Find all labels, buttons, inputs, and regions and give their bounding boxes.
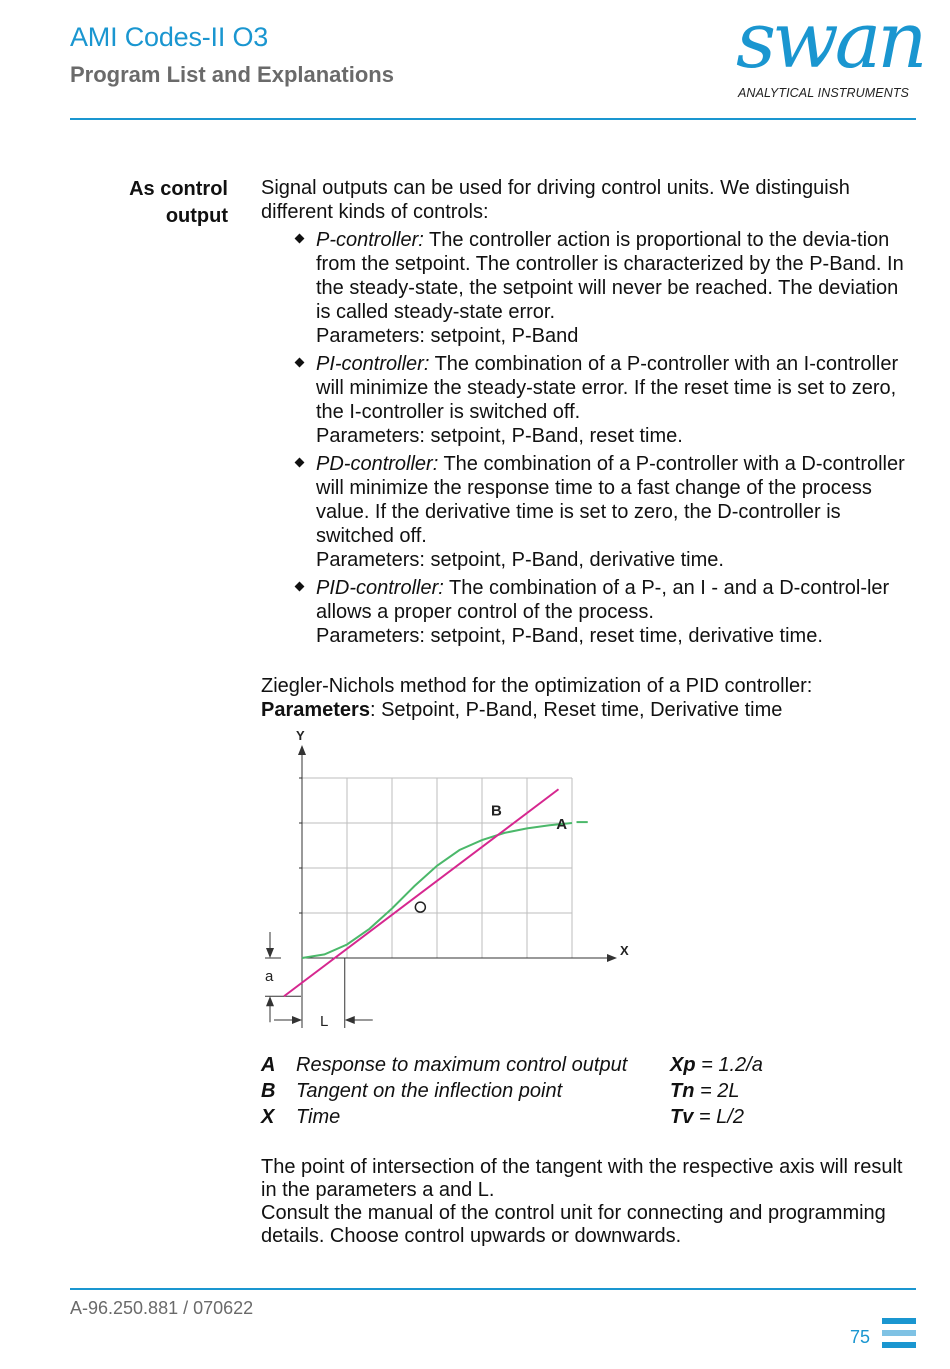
legend-row bbox=[261, 1078, 821, 1104]
legend-key: A bbox=[261, 1054, 276, 1076]
page-marker-icon bbox=[882, 1318, 916, 1360]
zn-params-line bbox=[261, 698, 916, 722]
x-axis-arrow-icon bbox=[607, 954, 617, 962]
dim-a-label: a bbox=[265, 968, 274, 985]
logo-tagline: ANALYTICAL INSTRUMENTS bbox=[738, 86, 909, 100]
section-label bbox=[60, 176, 228, 230]
legend-row bbox=[261, 1052, 821, 1078]
bullet-icon bbox=[295, 458, 305, 468]
main-content bbox=[261, 176, 916, 722]
dim-l-right-arrow-icon bbox=[292, 1016, 302, 1024]
formula-value: = L/2 bbox=[693, 1106, 744, 1128]
controller-name: PI-controller: bbox=[316, 353, 430, 375]
controller-params: Parameters: setpoint, P-Band, reset time. bbox=[316, 425, 683, 447]
chart-series bbox=[284, 789, 588, 996]
zn-params-text: : Setpoint, P-Band, Reset time, Derivative time bbox=[369, 699, 783, 721]
page-number: 75 bbox=[850, 1327, 871, 1347]
swan-logo bbox=[732, 0, 924, 103]
legend-key: B bbox=[261, 1080, 276, 1102]
logo-wordmark: swan bbox=[736, 0, 924, 86]
header-rule bbox=[70, 118, 916, 120]
formula-value: = 1.2/a bbox=[695, 1054, 763, 1076]
controller-name: PD-controller: bbox=[316, 453, 439, 475]
formula-var: Xp bbox=[670, 1054, 696, 1076]
document-id: A-96.250.881 / 070622 bbox=[70, 1298, 254, 1318]
chart-legend bbox=[261, 1052, 821, 1130]
series-b-label: B bbox=[491, 802, 502, 820]
formula-var: Tv bbox=[670, 1106, 694, 1128]
bullet-icon bbox=[295, 582, 305, 592]
y-axis-arrow-icon bbox=[298, 745, 306, 755]
legend-row bbox=[261, 1104, 821, 1130]
controller-text: The controller action is proportional to the devia-tion from the setpoint. The controller is characterized by the P-Band. In the steady-state, the setpoint will never be reached. The deviation is called steady-state error. bbox=[316, 229, 904, 323]
ziegler-nichols-chart bbox=[261, 725, 641, 1035]
formula-value: = 2L bbox=[694, 1080, 740, 1102]
controller-name: PID-controller: bbox=[316, 577, 444, 599]
section-label-line2: output bbox=[165, 205, 228, 227]
zn-params-label: Parameters bbox=[261, 699, 370, 721]
series-a-label: A bbox=[556, 816, 568, 833]
controller-text: The combination of a P-controller with an I-controller will minimize the steady-state error. If the reset time is set to zero, the I-controller is switched off. bbox=[316, 353, 899, 423]
chart-labels bbox=[265, 728, 629, 1030]
controller-list bbox=[296, 228, 916, 648]
series-line-b bbox=[284, 789, 559, 996]
legend-formula bbox=[670, 1104, 744, 1130]
zn-method-line: Ziegler-Nichols method for the optimization of a PID controller: bbox=[261, 675, 813, 697]
legend-text: Tangent on the inflection point bbox=[296, 1080, 563, 1102]
legend-text: Time bbox=[296, 1106, 341, 1128]
controller-name: P-controller: bbox=[316, 229, 424, 251]
controller-params: Parameters: setpoint, P-Band, reset time, derivative time. bbox=[316, 625, 823, 647]
inflection-point-marker bbox=[415, 902, 425, 912]
x-axis-label: X bbox=[620, 943, 629, 958]
controller-text: The combination of a P-, an I - and a D-control-ler allows a proper control of the process. bbox=[316, 577, 890, 623]
document-title: AMI Codes-II O3 bbox=[70, 22, 269, 52]
list-item bbox=[296, 228, 916, 348]
intro-paragraph: Signal outputs can be used for driving control units. We distinguish different kinds of controls: bbox=[261, 177, 850, 223]
chart-grid bbox=[302, 778, 572, 958]
closing-text bbox=[261, 1156, 916, 1248]
controller-params: Parameters: setpoint, P-Band, derivative time. bbox=[316, 549, 724, 571]
chart-svg bbox=[261, 725, 641, 1035]
controller-params: Parameters: setpoint, P-Band bbox=[316, 325, 579, 347]
dim-a-down-arrow-icon bbox=[266, 948, 274, 958]
bullet-icon bbox=[295, 234, 305, 244]
document-subtitle: Program List and Explanations bbox=[70, 62, 394, 87]
closing-paragraph-1: The point of intersection of the tangent with the respective axis will result in the parameters a and L. bbox=[261, 1156, 903, 1201]
controller-text: The combination of a P-controller with a D-controller will minimize the response time to a fast change of the process value. If the derivative time is set to zero, the D-controller is switched off. bbox=[316, 453, 905, 547]
list-item bbox=[296, 352, 916, 448]
legend-formula bbox=[670, 1052, 763, 1078]
footer-rule bbox=[70, 1288, 916, 1290]
legend-formula bbox=[670, 1078, 739, 1104]
formula-var: Tn bbox=[670, 1080, 695, 1102]
chart-axes bbox=[265, 745, 617, 1028]
closing-paragraph-2: Consult the manual of the control unit for connecting and programming details. Choose control upwards or downwards. bbox=[261, 1202, 886, 1247]
y-axis-label: Y bbox=[296, 728, 305, 743]
list-item bbox=[296, 452, 916, 572]
legend-key: X bbox=[261, 1106, 275, 1128]
legend-text: Response to maximum control output bbox=[296, 1054, 628, 1076]
bullet-icon bbox=[295, 358, 305, 368]
dim-l-label: L bbox=[320, 1013, 329, 1030]
section-label-line1: As control bbox=[129, 178, 228, 200]
list-item bbox=[296, 576, 916, 648]
